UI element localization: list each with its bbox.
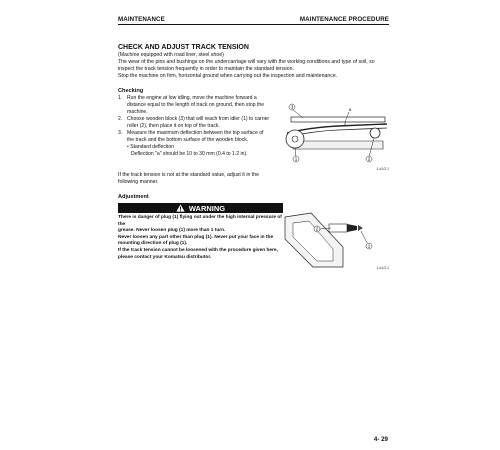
track-tension-figure [283,97,391,173]
page-number: 4- 29 [373,436,388,443]
warning-line: mounting direction of plug (1). [118,241,188,247]
warning-line: please contact your Komatsu distributor. [118,254,212,260]
wooden-block-shape [291,117,385,122]
step-2 [118,116,280,130]
step-number: 1. [118,95,123,101]
step-3 [118,130,280,144]
warning-line: If the track tension cannot be loosened with the procedure given here, [118,247,278,253]
after-check-line: If the track tension is not at the standard value, adjust it in the [118,172,260,178]
idler-shape [286,130,304,148]
intro-line: (Machine equipped with road liner, steel shoe) [118,52,224,58]
after-check-text [118,172,283,186]
plug-shape [347,224,357,232]
grease-plug-figure [283,209,391,271]
checking-heading: Checking [118,88,144,94]
label-fitting: 2 [315,226,319,232]
label-block: 3 [290,104,294,110]
step-line: Run the engine at low idling, move the machine forward a [127,95,257,101]
warning-line: There is danger of plug (1) flying out under the high internal pressure of the [118,215,282,227]
step-line: machine. [127,109,148,115]
warning-line: Never loosen any part other than plug (1). Never put your face in the [118,234,274,240]
step-number: 2. [118,116,123,122]
warning-text [118,215,288,261]
deflection-spec: Deflection "a" should be 10 to 30 mm (0.4 to 1.2 in). [131,151,248,157]
warning-bar [118,203,283,213]
after-check-line: following manner. [118,179,159,186]
track-diagram [283,97,391,173]
warning-label: WARNING [188,203,226,213]
warning-line: grease. Never loosen plug (1) more than 1 turn. [118,228,226,234]
step-line: distance equal to the length of track on ground, then stop the [127,102,265,108]
checking-steps [118,95,280,158]
standard-deflection-bullet: • Standard deflection [127,144,175,150]
label-deflection: a [348,107,352,112]
header-section-name: MAINTENANCE [118,16,165,23]
fitting-shape [329,224,347,232]
step-1 [118,95,280,116]
track-frame [293,141,383,149]
header-rule [118,24,389,25]
label-roller: 2 [367,156,371,162]
warning-triangle-icon [176,204,185,212]
figure-code: 1-#1/2.1 [376,266,389,270]
step-line: Choose wooden block (3) that will reach from idler (1) to carrier [127,116,270,122]
step-line: Measure the maximum deflection between the top surface of [127,130,264,136]
step-number: 3. [118,130,123,136]
step-line: the track and the bottom surface of the wooden block. [127,137,249,143]
section-title: CHECK AND ADJUST TRACK TENSION [118,44,249,51]
header-procedure-name: MAINTENANCE PROCEDURE [299,16,389,23]
carrier-roller-shape [370,128,380,138]
label-idler: 1 [294,156,298,162]
intro-line: The wear of the pins and bushings on the undercarriage will vary with the working conditions and type of soil, so [118,59,375,66]
intro-text [118,52,390,80]
leader-line [361,231,367,243]
adjustment-heading: Adjustment [118,194,149,200]
grease-plug-diagram [283,209,391,271]
intro-line: Stop the machine on firm, horizontal ground when carrying out the inspection and maintenance. [118,73,338,80]
label-plug: 1 [367,243,371,249]
step-line: roller (2), then place it on top of the track. [127,123,220,129]
figure-code: 1-#1/2.1 [376,167,389,171]
valve-shape [358,225,363,231]
intro-line: inspect the track tension frequently in order to maintain the standard tension. [118,66,294,73]
